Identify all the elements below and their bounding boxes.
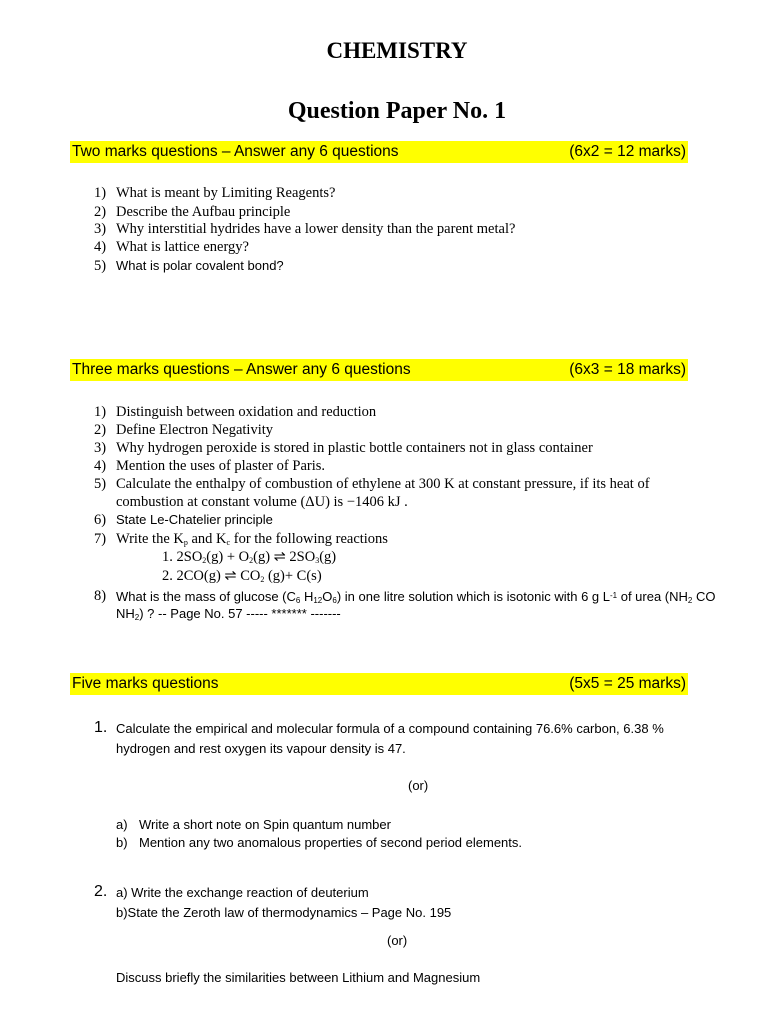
question-number: 8) xyxy=(94,588,107,604)
three-marks-heading xyxy=(70,359,688,381)
five-marks-question-2-number: 2. xyxy=(94,883,108,900)
option-b-text: Mention any two anomalous properties of second period elements. xyxy=(139,835,522,850)
question-text-line-2: $NH_2$) ? -- Page No. 57 ----- ******* ------- xyxy=(116,606,341,622)
option-a-label: a) xyxy=(116,817,128,832)
or-separator-2: (or) xyxy=(387,933,408,948)
question-number: 2) xyxy=(94,422,107,438)
five-marks-question-1-line-2: hydrogen and rest oxygen its vapour density is 47. xyxy=(116,741,406,756)
question-text-line-1: Calculate the enthalpy of combustion of ethylene at 300 K at constant pressure, if its heat of xyxy=(116,476,650,492)
question-text: Define Electron Negativity xyxy=(116,422,274,438)
question-number: 5) xyxy=(94,476,107,492)
option-b-label: b) xyxy=(116,835,128,850)
question-number: 3) xyxy=(94,221,107,237)
subject-title: CHEMISTRY xyxy=(326,38,468,63)
question-text: Describe the Aufbau principle xyxy=(116,204,291,220)
question-number: 7) xyxy=(94,531,107,547)
question-text: What is the mass of glucose ($C_6$ $H_{12}O_6$) in one litre solution which is isotonic with 6 g $L^{-1}$ of urea ($NH_2$ CO xyxy=(116,589,716,605)
two-marks-total: (6x2 = 12 marks) xyxy=(569,143,686,160)
three-marks-total: (6x3 = 18 marks) xyxy=(569,361,686,378)
question-text: Distinguish between oxidation and reduction xyxy=(116,404,377,420)
question-text: Write the $K_p$ and $K_c$ for the following reactions xyxy=(116,531,388,547)
question-text: State Le-Chatelier principle xyxy=(116,512,273,527)
five-marks-question-2-part-a: a) Write the exchange reaction of deuterium xyxy=(116,885,369,900)
two-marks-heading-text: Two marks questions – Answer any 6 questions xyxy=(72,143,399,160)
question-number: 1) xyxy=(94,185,107,201)
five-marks-heading xyxy=(70,673,688,695)
five-marks-total: (5x5 = 25 marks) xyxy=(569,675,686,692)
five-marks-heading-text: Five marks questions xyxy=(72,675,219,692)
option-a-text: Write a short note on Spin quantum number xyxy=(139,817,391,832)
question-text: Why interstitial hydrides have a lower density than the parent metal? xyxy=(116,221,516,237)
five-marks-question-2-alternative: Discuss briefly the similarities between Lithium and Magnesium xyxy=(116,970,481,985)
reaction-2: 2. 2CO(g) ⇌ $CO_2$ (g)+ C(s) xyxy=(162,568,322,584)
question-text: Why hydrogen peroxide is stored in plastic bottle containers not in glass container xyxy=(116,440,593,456)
question-number: 6) xyxy=(94,512,107,528)
question-text: What is meant by Limiting Reagents? xyxy=(116,185,336,201)
five-marks-question-1-number: 1. xyxy=(94,719,108,736)
question-text: What is polar covalent bond? xyxy=(116,258,284,273)
question-number: 2) xyxy=(94,204,107,220)
question-text: Mention the uses of plaster of Paris. xyxy=(116,458,326,474)
question-number: 5) xyxy=(94,258,107,274)
question-number: 4) xyxy=(94,458,107,474)
two-marks-heading xyxy=(70,141,688,163)
question-text: What is lattice energy? xyxy=(116,239,249,255)
question-number: 1) xyxy=(94,404,107,420)
three-marks-heading-text: Three marks questions – Answer any 6 questions xyxy=(72,361,411,378)
five-marks-question-1-line-1: Calculate the empirical and molecular formula of a compound containing 76.6% carbon, 6.38 % xyxy=(116,721,664,736)
question-text-line-2: combustion at constant volume (ΔU) is −1406 kJ . xyxy=(116,494,408,510)
or-separator-1: (or) xyxy=(408,778,429,793)
paper-title: Question Paper No. 1 xyxy=(287,98,507,124)
question-number: 3) xyxy=(94,440,107,456)
question-number: 4) xyxy=(94,239,107,255)
five-marks-question-2-part-b: b)State the Zeroth law of thermodynamics – Page No. 195 xyxy=(116,905,452,920)
reaction-1: 1. $2SO_2(g) + O_2(g)$ ⇌ $2SO_3(g)$ xyxy=(162,549,337,565)
